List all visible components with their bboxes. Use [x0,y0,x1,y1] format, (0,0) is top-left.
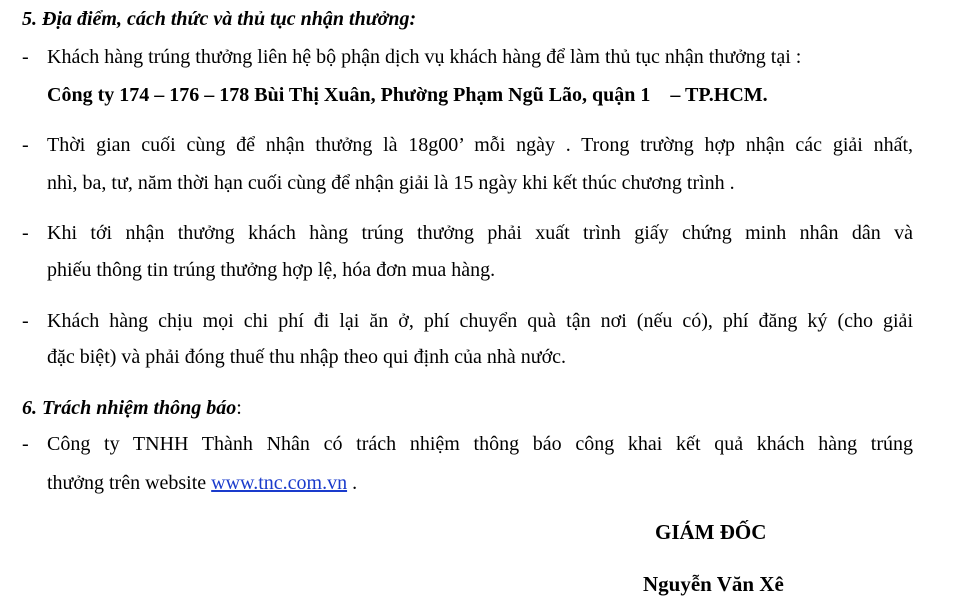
item-2-line-2: nhì, ba, tư, năm thời hạn cuối cùng để nhận giải là 15 ngày khi kết thúc chương trình . [47,172,735,194]
item-2-line-1: Thời gian cuối cùng để nhận thưởng là 18g00’ mỗi ngày . Trong trường hợp nhận các giải nhất, [47,134,913,156]
item-3-line-2: phiếu thông tin trúng thưởng hợp lệ, hóa đơn mua hàng. [47,259,496,281]
bullet-dash: - [22,310,29,332]
bullet-dash: - [22,46,29,68]
signature-title: GIÁM ĐỐC [655,520,767,544]
bullet-dash: - [22,433,29,455]
section-6-heading-colon: : [236,397,242,419]
item-4-line-2: đặc biệt) và phải đóng thuế thu nhập theo qui định của nhà nước. [47,346,567,368]
item-1-line-1: Khách hàng trúng thưởng liên hệ bộ phận dịch vụ khách hàng để làm thủ tục nhận thưởng tại : [47,46,802,68]
section-5-heading: 5. Địa điểm, cách thức và thủ tục nhận thưởng: [22,8,417,30]
bullet-dash: - [22,134,29,156]
notice-line-1: Công ty TNHH Thành Nhân có trách nhiệm thông báo công khai kết quả khách hàng trúng [47,433,913,455]
bullet-dash: - [22,222,29,244]
section-6-heading-text: 6. Trách nhiệm thông báo [22,397,237,419]
website-link[interactable]: www.tnc.com.vn [211,472,348,494]
section-6-heading [22,397,242,420]
company-address-city: – TP.HCM. [670,84,768,106]
notice-line-2 [47,472,357,495]
notice-line-2-suffix: . [347,472,358,494]
signature-name: Nguyễn Văn Xê [643,572,784,596]
item-3-line-1: Khi tới nhận thưởng khách hàng trúng thưởng phải xuất trình giấy chứng minh nhân dân và [47,222,913,244]
company-address [47,84,768,107]
notice-line-2-prefix: thưởng trên website [47,472,212,494]
company-address-text: Công ty 174 – 176 – 178 Bùi Thị Xuân, Phường Phạm Ngũ Lão, quận 1 [47,84,651,106]
item-4-line-1: Khách hàng chịu mọi chi phí đi lại ăn ở, phí chuyển quà tận nơi (nếu có), phí đăng ký (cho giải [47,310,913,332]
